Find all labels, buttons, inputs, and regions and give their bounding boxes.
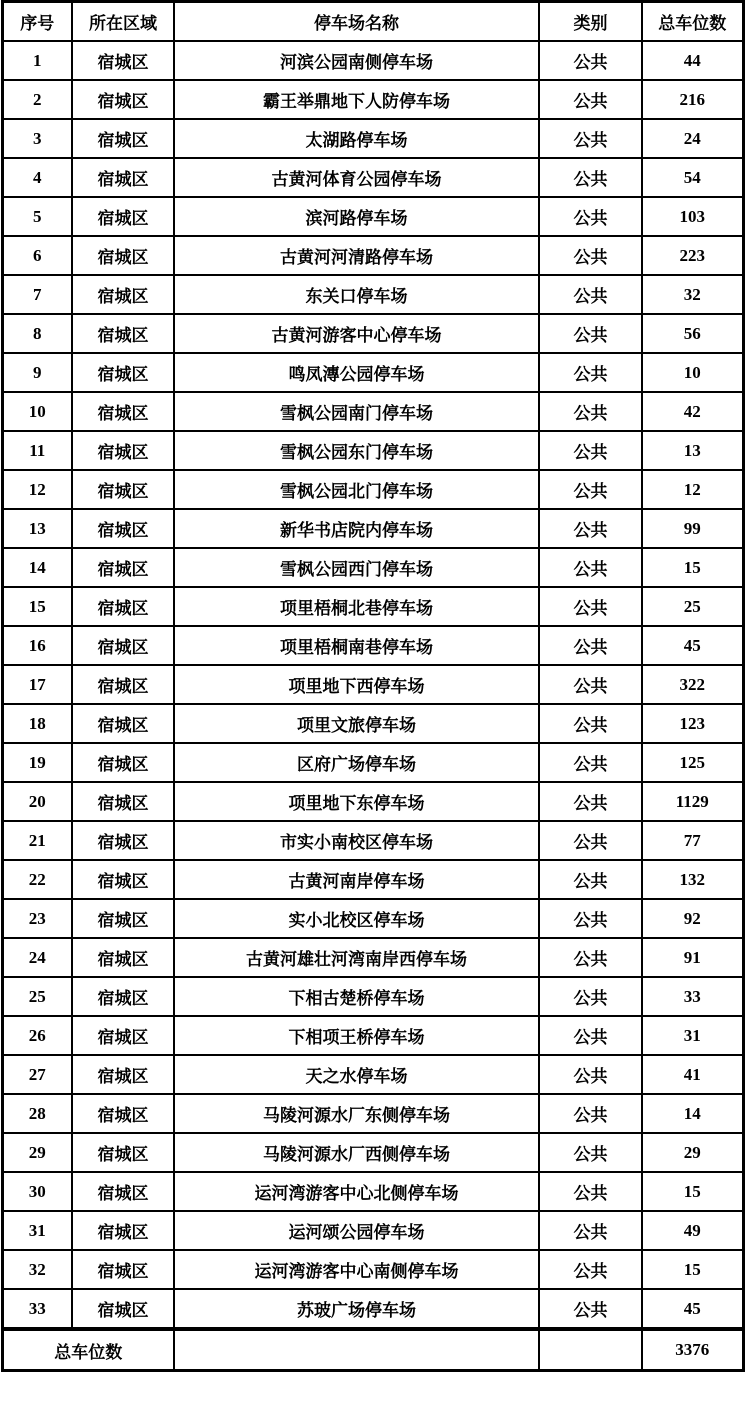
cell-category: 公共	[539, 1211, 642, 1250]
cell-total: 49	[642, 1211, 743, 1250]
cell-district: 宿城区	[72, 80, 174, 119]
cell-category: 公共	[539, 80, 642, 119]
cell-total: 77	[642, 821, 743, 860]
cell-district: 宿城区	[72, 1016, 174, 1055]
cell-district: 宿城区	[72, 119, 174, 158]
table-row	[2, 1172, 743, 1211]
cell-district: 宿城区	[72, 860, 174, 899]
cell-category: 公共	[539, 782, 642, 821]
cell-category: 公共	[539, 197, 642, 236]
cell-category: 公共	[539, 938, 642, 977]
cell-name: 运河湾游客中心北侧停车场	[174, 1172, 539, 1211]
cell-category: 公共	[539, 119, 642, 158]
cell-district: 宿城区	[72, 938, 174, 977]
cell-index: 7	[2, 275, 72, 314]
table-row	[2, 1250, 743, 1289]
cell-district: 宿城区	[72, 236, 174, 275]
cell-district: 宿城区	[72, 587, 174, 626]
cell-district: 宿城区	[72, 197, 174, 236]
cell-category: 公共	[539, 275, 642, 314]
cell-index: 1	[2, 41, 72, 80]
cell-total: 31	[642, 1016, 743, 1055]
table-row	[2, 1055, 743, 1094]
cell-name: 古黄河体育公园停车场	[174, 158, 539, 197]
cell-index: 32	[2, 1250, 72, 1289]
table-row	[2, 938, 743, 977]
cell-index: 13	[2, 509, 72, 548]
cell-category: 公共	[539, 1094, 642, 1133]
footer-total-label: 总车位数	[2, 1329, 174, 1371]
table-row	[2, 80, 743, 119]
cell-index: 19	[2, 743, 72, 782]
cell-name: 鸣凤漙公园停车场	[174, 353, 539, 392]
cell-name: 区府广场停车场	[174, 743, 539, 782]
cell-index: 24	[2, 938, 72, 977]
table-row	[2, 860, 743, 899]
cell-total: 1129	[642, 782, 743, 821]
table-row	[2, 665, 743, 704]
cell-total: 99	[642, 509, 743, 548]
cell-category: 公共	[539, 1172, 642, 1211]
cell-category: 公共	[539, 977, 642, 1016]
cell-name: 河滨公园南侧停车场	[174, 41, 539, 80]
cell-total: 41	[642, 1055, 743, 1094]
cell-name: 新华书店院内停车场	[174, 509, 539, 548]
cell-name: 古黄河南岸停车场	[174, 860, 539, 899]
cell-total: 15	[642, 1250, 743, 1289]
cell-category: 公共	[539, 392, 642, 431]
cell-total: 12	[642, 470, 743, 509]
footer-empty-category-cell	[539, 1329, 642, 1371]
cell-total: 29	[642, 1133, 743, 1172]
table-row	[2, 1016, 743, 1055]
table-row	[2, 197, 743, 236]
cell-total: 216	[642, 80, 743, 119]
table-row	[2, 626, 743, 665]
table-row	[2, 782, 743, 821]
table-row	[2, 275, 743, 314]
cell-total: 56	[642, 314, 743, 353]
cell-district: 宿城区	[72, 1133, 174, 1172]
cell-index: 17	[2, 665, 72, 704]
cell-index: 31	[2, 1211, 72, 1250]
cell-total: 132	[642, 860, 743, 899]
cell-index: 16	[2, 626, 72, 665]
table-row	[2, 236, 743, 275]
cell-index: 30	[2, 1172, 72, 1211]
cell-category: 公共	[539, 1055, 642, 1094]
cell-total: 44	[642, 41, 743, 80]
cell-category: 公共	[539, 626, 642, 665]
cell-index: 5	[2, 197, 72, 236]
cell-total: 10	[642, 353, 743, 392]
cell-category: 公共	[539, 704, 642, 743]
cell-name: 运河颂公园停车场	[174, 1211, 539, 1250]
cell-total: 54	[642, 158, 743, 197]
table-row	[2, 1094, 743, 1133]
cell-category: 公共	[539, 899, 642, 938]
cell-index: 9	[2, 353, 72, 392]
table-row	[2, 743, 743, 782]
cell-district: 宿城区	[72, 1289, 174, 1329]
cell-district: 宿城区	[72, 1055, 174, 1094]
cell-total: 322	[642, 665, 743, 704]
cell-district: 宿城区	[72, 275, 174, 314]
col-header-category: 类别	[539, 2, 642, 42]
cell-index: 23	[2, 899, 72, 938]
col-header-total: 总车位数	[642, 2, 743, 42]
cell-category: 公共	[539, 1250, 642, 1289]
parking-lots-table	[1, 0, 745, 1372]
cell-name: 雪枫公园东门停车场	[174, 431, 539, 470]
cell-category: 公共	[539, 353, 642, 392]
cell-name: 太湖路停车场	[174, 119, 539, 158]
cell-total: 92	[642, 899, 743, 938]
cell-name: 下相古楚桥停车场	[174, 977, 539, 1016]
cell-district: 宿城区	[72, 899, 174, 938]
cell-name: 雪枫公园南门停车场	[174, 392, 539, 431]
cell-index: 14	[2, 548, 72, 587]
cell-index: 3	[2, 119, 72, 158]
col-header-district: 所在区域	[72, 2, 174, 42]
cell-category: 公共	[539, 1133, 642, 1172]
table-row	[2, 1289, 743, 1329]
footer-empty-name-cell	[174, 1329, 539, 1371]
cell-name: 东关口停车场	[174, 275, 539, 314]
cell-name: 市实小南校区停车场	[174, 821, 539, 860]
cell-district: 宿城区	[72, 431, 174, 470]
table-row	[2, 977, 743, 1016]
cell-category: 公共	[539, 587, 642, 626]
cell-index: 15	[2, 587, 72, 626]
cell-district: 宿城区	[72, 392, 174, 431]
cell-name: 古黄河游客中心停车场	[174, 314, 539, 353]
cell-total: 33	[642, 977, 743, 1016]
cell-index: 22	[2, 860, 72, 899]
cell-index: 28	[2, 1094, 72, 1133]
cell-category: 公共	[539, 470, 642, 509]
cell-category: 公共	[539, 158, 642, 197]
table-row	[2, 899, 743, 938]
table-row	[2, 1133, 743, 1172]
cell-total: 45	[642, 626, 743, 665]
cell-name: 天之水停车场	[174, 1055, 539, 1094]
table-body	[2, 41, 743, 1329]
table-row	[2, 509, 743, 548]
cell-name: 苏玻广场停车场	[174, 1289, 539, 1329]
cell-district: 宿城区	[72, 509, 174, 548]
cell-total: 24	[642, 119, 743, 158]
table-row	[2, 158, 743, 197]
cell-name: 下相项王桥停车场	[174, 1016, 539, 1055]
table-row	[2, 314, 743, 353]
cell-total: 15	[642, 548, 743, 587]
table-row	[2, 821, 743, 860]
cell-index: 4	[2, 158, 72, 197]
cell-total: 223	[642, 236, 743, 275]
cell-category: 公共	[539, 821, 642, 860]
cell-name: 雪枫公园西门停车场	[174, 548, 539, 587]
cell-index: 11	[2, 431, 72, 470]
cell-category: 公共	[539, 509, 642, 548]
cell-index: 20	[2, 782, 72, 821]
cell-index: 2	[2, 80, 72, 119]
cell-name: 雪枫公园北门停车场	[174, 470, 539, 509]
table-row	[2, 119, 743, 158]
cell-index: 33	[2, 1289, 72, 1329]
cell-district: 宿城区	[72, 314, 174, 353]
cell-district: 宿城区	[72, 158, 174, 197]
table-row	[2, 392, 743, 431]
cell-name: 霸王举鼎地下人防停车场	[174, 80, 539, 119]
cell-total: 13	[642, 431, 743, 470]
cell-total: 125	[642, 743, 743, 782]
cell-total: 15	[642, 1172, 743, 1211]
header-row	[2, 2, 743, 42]
table-row	[2, 1211, 743, 1250]
cell-name: 项里地下西停车场	[174, 665, 539, 704]
cell-category: 公共	[539, 236, 642, 275]
table-row	[2, 470, 743, 509]
cell-district: 宿城区	[72, 665, 174, 704]
cell-index: 12	[2, 470, 72, 509]
cell-category: 公共	[539, 1289, 642, 1329]
cell-total: 32	[642, 275, 743, 314]
cell-district: 宿城区	[72, 977, 174, 1016]
cell-name: 运河湾游客中心南侧停车场	[174, 1250, 539, 1289]
footer-row	[2, 1329, 743, 1371]
cell-category: 公共	[539, 41, 642, 80]
cell-district: 宿城区	[72, 743, 174, 782]
cell-total: 123	[642, 704, 743, 743]
cell-category: 公共	[539, 431, 642, 470]
cell-total: 91	[642, 938, 743, 977]
cell-district: 宿城区	[72, 470, 174, 509]
table-row	[2, 431, 743, 470]
cell-district: 宿城区	[72, 41, 174, 80]
table-row	[2, 353, 743, 392]
cell-district: 宿城区	[72, 1172, 174, 1211]
table-row	[2, 587, 743, 626]
cell-category: 公共	[539, 860, 642, 899]
cell-name: 古黄河河清路停车场	[174, 236, 539, 275]
cell-name: 实小北校区停车场	[174, 899, 539, 938]
table-row	[2, 41, 743, 80]
cell-name: 滨河路停车场	[174, 197, 539, 236]
col-header-name: 停车场名称	[174, 2, 539, 42]
cell-district: 宿城区	[72, 626, 174, 665]
cell-index: 27	[2, 1055, 72, 1094]
table-row	[2, 548, 743, 587]
cell-total: 42	[642, 392, 743, 431]
cell-total: 45	[642, 1289, 743, 1329]
cell-category: 公共	[539, 743, 642, 782]
cell-district: 宿城区	[72, 1250, 174, 1289]
cell-district: 宿城区	[72, 1094, 174, 1133]
cell-total: 14	[642, 1094, 743, 1133]
table-row	[2, 704, 743, 743]
cell-name: 马陵河源水厂西侧停车场	[174, 1133, 539, 1172]
cell-name: 项里地下东停车场	[174, 782, 539, 821]
cell-total: 25	[642, 587, 743, 626]
cell-index: 8	[2, 314, 72, 353]
cell-index: 18	[2, 704, 72, 743]
cell-name: 项里文旅停车场	[174, 704, 539, 743]
cell-index: 29	[2, 1133, 72, 1172]
col-header-index: 序号	[2, 2, 72, 42]
cell-total: 103	[642, 197, 743, 236]
cell-name: 项里梧桐北巷停车场	[174, 587, 539, 626]
cell-index: 21	[2, 821, 72, 860]
cell-name: 古黄河雄壮河湾南岸西停车场	[174, 938, 539, 977]
cell-category: 公共	[539, 1016, 642, 1055]
cell-district: 宿城区	[72, 782, 174, 821]
cell-index: 25	[2, 977, 72, 1016]
cell-index: 10	[2, 392, 72, 431]
cell-district: 宿城区	[72, 548, 174, 587]
cell-district: 宿城区	[72, 704, 174, 743]
cell-name: 项里梧桐南巷停车场	[174, 626, 539, 665]
cell-name: 马陵河源水厂东侧停车场	[174, 1094, 539, 1133]
cell-category: 公共	[539, 314, 642, 353]
cell-district: 宿城区	[72, 821, 174, 860]
footer-total-value: 3376	[642, 1329, 743, 1371]
cell-index: 26	[2, 1016, 72, 1055]
cell-category: 公共	[539, 548, 642, 587]
cell-district: 宿城区	[72, 353, 174, 392]
cell-index: 6	[2, 236, 72, 275]
cell-district: 宿城区	[72, 1211, 174, 1250]
cell-category: 公共	[539, 665, 642, 704]
